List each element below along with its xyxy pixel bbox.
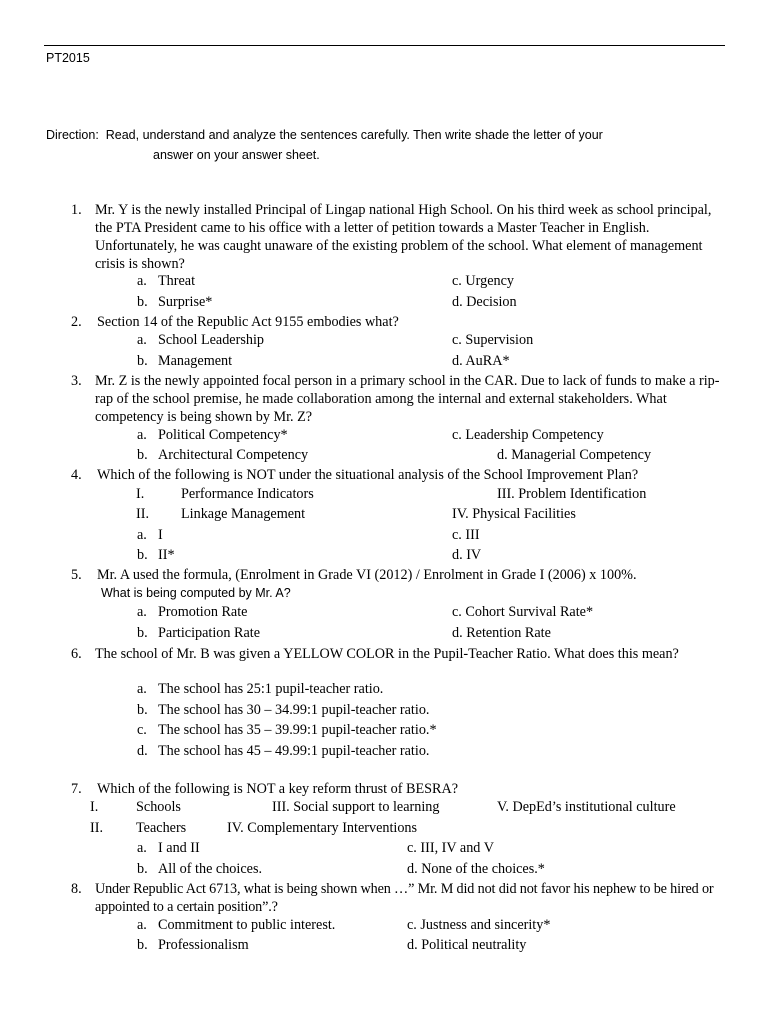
roman-iv-option: IV. Complementary Interventions	[227, 820, 418, 836]
roman-ii-option: Linkage Management	[181, 506, 306, 522]
roman-i-label: I.	[90, 799, 99, 815]
question-text: The school of Mr. B was given a YELLOW COLOR in the Pupil-Teacher Ratio. What does this mean?	[95, 646, 679, 662]
choice-b: Professionalism	[158, 937, 249, 953]
roman-ii-option: Teachers	[136, 820, 187, 836]
choice-b: Surprise*	[158, 294, 213, 310]
question-number: 1.	[71, 202, 82, 218]
choice-a: I	[158, 527, 163, 543]
choice-a: Threat	[158, 273, 196, 289]
document-code: PT2015	[46, 51, 90, 65]
choice-b-letter: b.	[137, 353, 148, 369]
directions-line-2: answer on your answer sheet.	[153, 148, 320, 162]
question-text: Mr. A used the formula, (Enrolment in Grade VI (2012) / Enrolment in Grade I (2006) x 100%.	[97, 567, 637, 583]
question-text: Mr. Z is the newly appointed focal person in a primary school in the CAR. Due to lack of funds to make a rip-rap of the school premise, he made collaboration among the internal and external stakeholders. What competency is being shown by Mr. Z?	[95, 373, 720, 425]
choice-d: d. None of the choices.*	[407, 861, 545, 877]
choice-a: Political Competency*	[158, 427, 288, 443]
choice-a: I and II	[158, 840, 200, 856]
choice-a: School Leadership	[158, 332, 264, 348]
choice-c: c. III	[452, 527, 480, 543]
choice-b: All of the choices.	[158, 861, 263, 877]
choice-d: d. Retention Rate	[452, 625, 551, 641]
choice-d: d. Managerial Competency	[497, 447, 652, 463]
directions	[46, 125, 603, 165]
roman-i-option: Performance Indicators	[181, 486, 314, 502]
choice-d-letter: d.	[137, 743, 148, 759]
choice-c: c. Supervision	[452, 332, 534, 348]
question-text: Which of the following is NOT a key reform thrust of BESRA?	[97, 781, 459, 797]
choice-a-letter: a.	[137, 681, 147, 697]
choice-a-letter: a.	[137, 332, 147, 348]
choice-d: d. Decision	[452, 294, 517, 310]
directions-line-1	[46, 125, 603, 145]
question-text-continued: What is being computed by Mr. A?	[101, 586, 291, 600]
question-text: Under Republic Act 6713, what is being shown when …” Mr. M did not did not favor his nephew to be hired or appointed to a certain position”.?	[95, 881, 714, 915]
choice-d: The school has 45 – 49.99:1 pupil-teacher ratio.	[158, 743, 430, 759]
choice-c: c. Justness and sincerity*	[407, 917, 551, 933]
question-number: 2.	[71, 314, 82, 330]
question-number: 6.	[71, 646, 82, 662]
choice-b: II*	[158, 547, 175, 563]
choice-b-letter: b.	[137, 937, 148, 953]
choice-a-letter: a.	[137, 840, 147, 856]
roman-i-option: Schools	[136, 799, 181, 815]
choice-b: Architectural Competency	[158, 447, 309, 463]
choice-c-letter: c.	[137, 722, 147, 738]
roman-ii-label: II.	[136, 506, 149, 522]
choice-b-letter: b.	[137, 625, 148, 641]
question-text: Section 14 of the Republic Act 9155 embodies what?	[97, 314, 399, 330]
choice-c: The school has 35 – 39.99:1 pupil-teacher ratio.*	[158, 722, 437, 738]
directions-label: Direction:	[46, 128, 99, 142]
choice-a-letter: a.	[137, 917, 147, 933]
header-rule	[44, 45, 725, 46]
choice-a: Commitment to public interest.	[158, 917, 336, 933]
question-text: Which of the following is NOT under the situational analysis of the School Improvement Plan?	[97, 467, 639, 483]
choice-b-letter: b.	[137, 447, 148, 463]
question-number: 3.	[71, 373, 82, 389]
choice-c: c. Cohort Survival Rate*	[452, 604, 594, 620]
choice-a: Promotion Rate	[158, 604, 248, 620]
question-number: 5.	[71, 567, 82, 583]
choice-d: d. Political neutrality	[407, 937, 527, 953]
choice-d: d. AuRA*	[452, 353, 510, 369]
choice-b: Management	[158, 353, 233, 369]
choice-b-letter: b.	[137, 861, 148, 877]
roman-i-label: I.	[136, 486, 145, 502]
choice-a-letter: a.	[137, 604, 147, 620]
choice-b-letter: b.	[137, 702, 148, 718]
roman-v-option: V. DepEd’s institutional culture	[497, 799, 676, 815]
choice-b-letter: b.	[137, 294, 148, 310]
roman-iii-option: III. Social support to learning	[272, 799, 440, 815]
choice-c: c. III, IV and V	[407, 840, 494, 856]
question-number: 7.	[71, 781, 82, 797]
directions-text: Read, understand and analyze the sentences carefully. Then write shade the letter of your	[105, 128, 603, 142]
choice-a-letter: a.	[137, 273, 147, 289]
question-text: Mr. Y is the newly installed Principal of Lingap national High School. On his third week as school principal, the PTA President came to his office with a letter of petition towards a Master Teacher in English. Unfortunately, he was caught unaware of the existing problem of the school. What element of management crisis is shown?	[95, 202, 712, 272]
choice-d: d. IV	[452, 547, 482, 563]
question-number: 8.	[71, 881, 82, 897]
roman-iii-option: III. Problem Identification	[497, 486, 647, 502]
choice-b-letter: b.	[137, 547, 148, 563]
choice-a-letter: a.	[137, 527, 147, 543]
choice-a-letter: a.	[137, 427, 147, 443]
question-number: 4.	[71, 467, 82, 483]
roman-ii-label: II.	[90, 820, 103, 836]
choice-a: The school has 25:1 pupil-teacher ratio.	[158, 681, 384, 697]
choice-c: c. Leadership Competency	[452, 427, 604, 443]
choice-b: Participation Rate	[158, 625, 261, 641]
roman-iv-option: IV. Physical Facilities	[452, 506, 576, 522]
choice-c: c. Urgency	[452, 273, 514, 289]
choice-b: The school has 30 – 34.99:1 pupil-teacher ratio.	[158, 702, 430, 718]
